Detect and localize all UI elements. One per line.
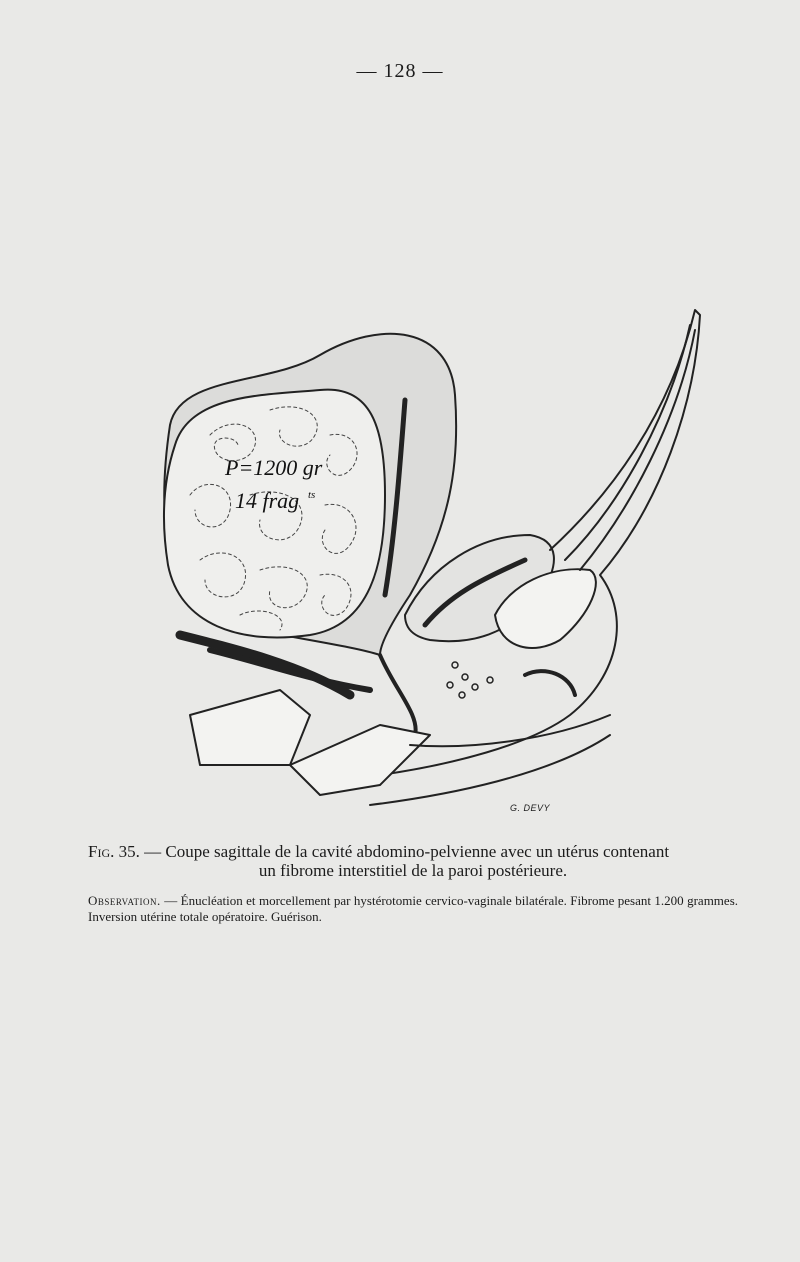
caption-dash: — — [139, 842, 166, 861]
caption-line1: Coupe sagittale de la cavité abdomino-pelvienne avec un utérus contenant — [165, 842, 670, 861]
observation-note — [88, 893, 738, 925]
fibroma-weight-label: P=1200 gr — [225, 455, 323, 480]
vagina — [380, 655, 416, 735]
anatomical-illustration — [150, 295, 710, 815]
ovarian-follicles — [447, 662, 493, 698]
fragments-label: 14 frag — [235, 488, 300, 513]
page-number: — 128 — — [356, 60, 444, 82]
fibroma-outline — [164, 390, 385, 638]
figure-caption — [88, 842, 738, 880]
illustrator-signature: G. DEVY — [510, 803, 551, 813]
observation-text: — Énucléation et morcellement par hystérotomie cervico-vaginale bilatérale. Fibrome pesant 1.200 grammes. Inversion utérine totale opératoire. Guérison. — [88, 893, 738, 924]
fragments-sup: ts — [308, 489, 316, 501]
caption-line2: un fibrome interstitiel de la paroi postérieure. — [258, 861, 568, 880]
sacrum — [190, 690, 310, 765]
observation-label: Observation. — [88, 893, 161, 908]
figure-label: Fig. 35. — [88, 842, 140, 861]
